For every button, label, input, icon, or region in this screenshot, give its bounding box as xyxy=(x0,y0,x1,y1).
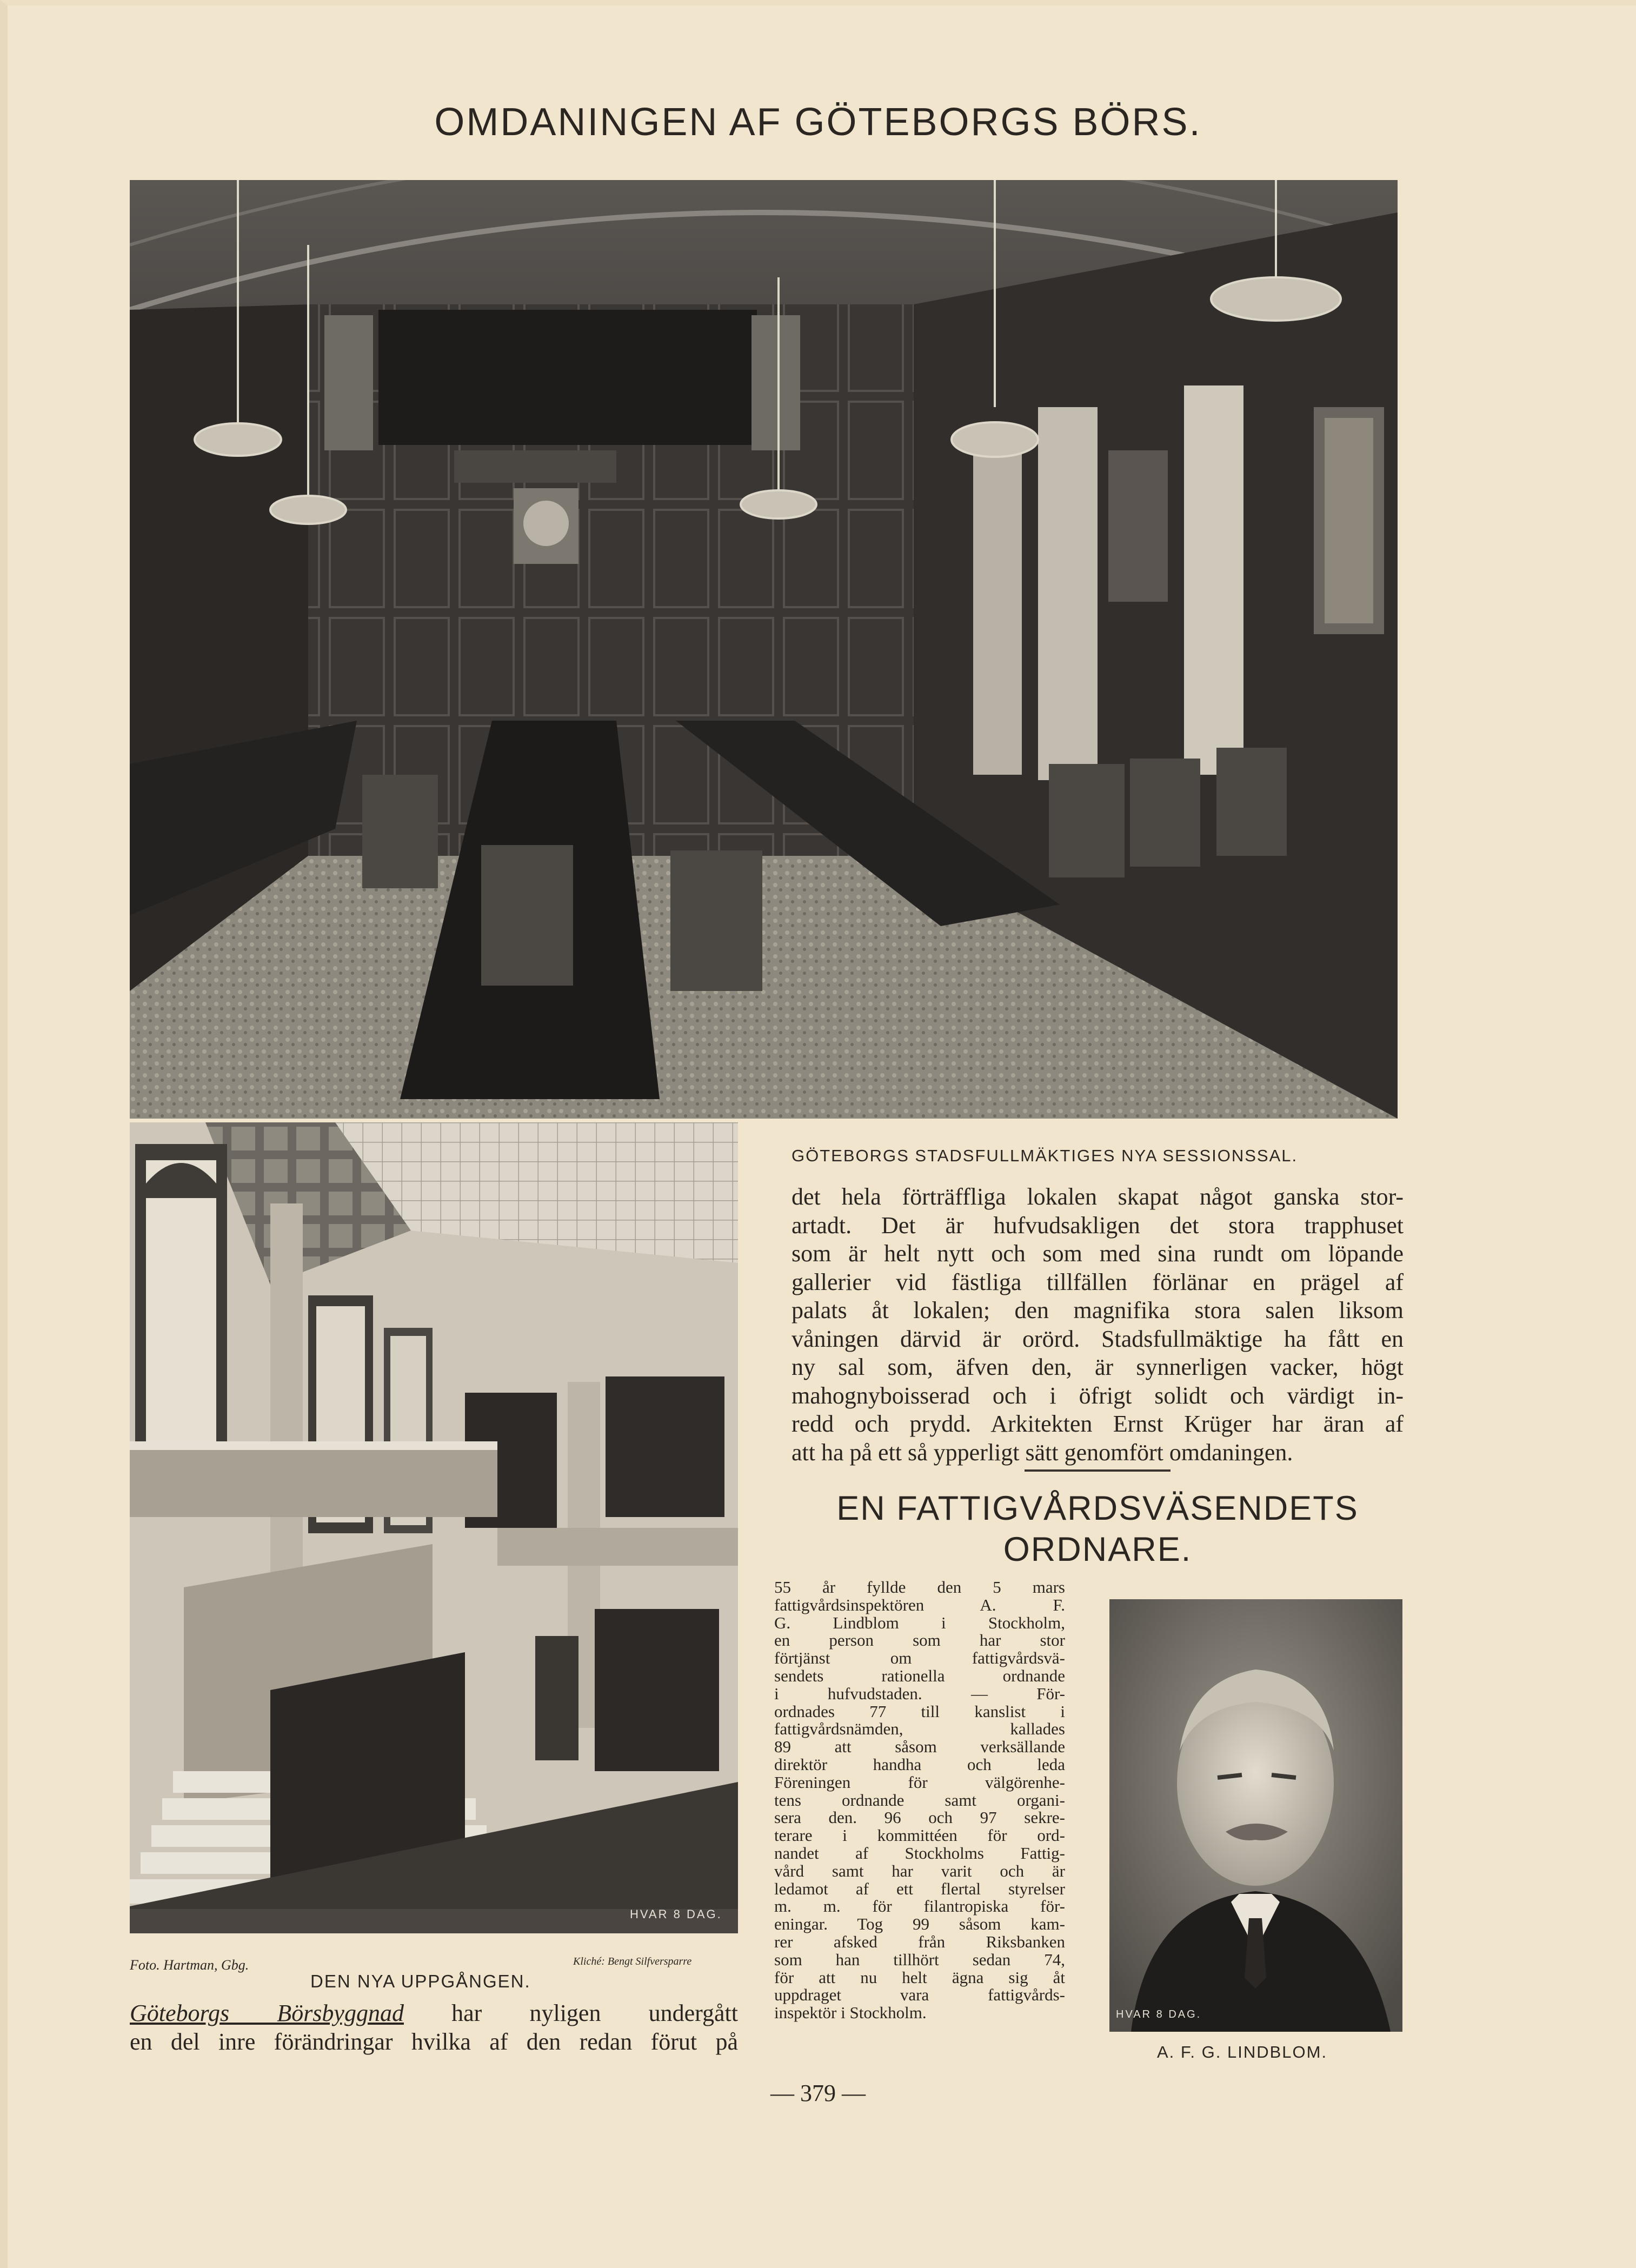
staircase-caption: DEN NYA UPPGÅNGEN. xyxy=(310,1971,531,1991)
section-divider xyxy=(1025,1469,1171,1472)
bors-article-title: Göteborgs Börsbyggnad xyxy=(130,2000,404,2026)
fattig-heading: EN FATTIGVÅRDSVÄSENDETS ORDNARE. xyxy=(836,1489,1359,1568)
bors-article-line-1: Göteborgs Börsbyggnad har nyligen undergått xyxy=(130,2000,738,2026)
fattig-article-body: 55 år fyllde den 5 mars fattigvårdsinspektören A. F. G. Lindblom i Stockholm, en person som har stor förtjänst om fattigvårdsvä- sendets rationella ordnande i hufvudstaden. — För- ordnades 77 till kanslist i fattigvårdsnämden, kallades 89 att såsom verksällande direktör handha och leda Föreningen för välgörenhe- tens ordnande samt organi- sera den. 96 och 97 sekre- terare i kommittéen för ord- nandet af Stockholms Fattig- vård samt har varit och är ledamot af ett flertal styrelser m. m. för filantropiska för- eningar. Tog 99 såsom kam- rer afsked från Riksbanken som han tillhört sedan 74, för att nu helt ägna sig åt uppdraget vara fattigvårds- inspektör i Stockholm. xyxy=(774,1578,1065,2023)
page-number: — 379 — xyxy=(770,2080,866,2106)
lindblom-portrait xyxy=(1109,1599,1402,2032)
portrait-caption: A. F. G. LINDBLOM. xyxy=(1157,2043,1328,2061)
bors-article-lead xyxy=(130,1999,738,2056)
cliche-credit: Kliché: Bengt Silfversparre xyxy=(573,1956,692,1967)
photo-credit: Foto. Hartman, Gbg. xyxy=(130,1957,249,1973)
portrait-engraver-mark: HVAR 8 DAG. xyxy=(1116,2008,1202,2020)
session-hall-photo xyxy=(130,180,1398,1119)
session-hall-caption: GÖTEBORGS STADSFULLMÄKTIGES NYA SESSIONSSAL. xyxy=(792,1146,1298,1165)
bors-article-line-2: en del inre förändringar hvilka af den redan förut på xyxy=(130,2028,738,2055)
running-head: OMDANINGEN AF GÖTEBORGS BÖRS. xyxy=(434,101,1202,144)
staircase-engraver-mark: HVAR 8 DAG. xyxy=(630,1907,722,1921)
bors-article-continuation: det hela förträffliga lokalen skapat något ganska stor- artadt. Det är hufvudsakligen det stora trapphuset som är helt nytt och som med sina rundt om löpande gallerier vid fästliga tillfällen förlänar en prägel af palats åt lokalen; den magnifika stora salen liksom våningen därvid är orörd. Stadsfullmäktige ha fått en ny sal som, äfven den, är synnerligen vacker, högt mahognyboisserad och i öfrigt solidt och värdigt in- redd och prydd. Arkitekten Ernst Krüger har äran af att ha på ett så ypperligt sätt genomfört omdaningen. xyxy=(792,1183,1404,1466)
staircase-photo xyxy=(130,1122,738,1933)
